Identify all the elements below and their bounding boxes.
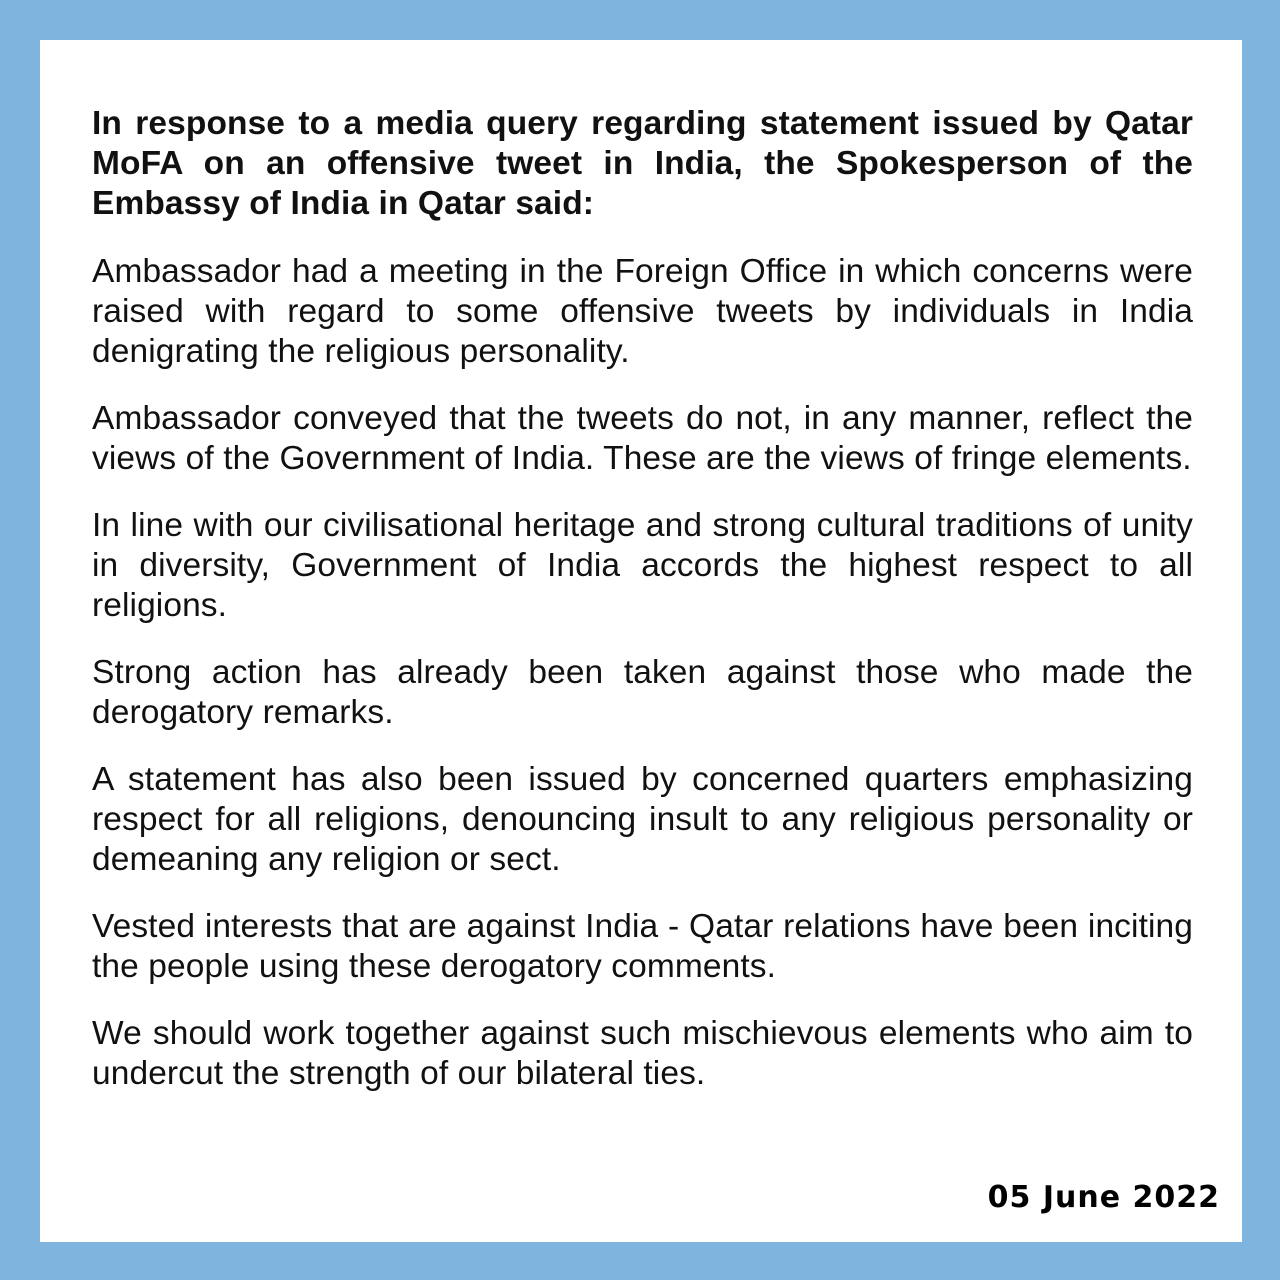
paragraph-meeting: Ambassador had a meeting in the Foreign Office in which concerns were raised with regard to some offensive tweets by individuals in India denigrating the religious personality.	[92, 253, 1193, 370]
statement-intro: In response to a media query regarding statement issued by Qatar MoFA on an offensive tweet in India, the Spokesperson of the Embassy of India in Qatar said:	[92, 105, 1193, 222]
paragraph-work-together: We should work together against such mischievous elements who aim to undercut the strength of our bilateral ties.	[92, 1015, 1193, 1092]
statement-body	[92, 104, 1193, 1121]
paragraph-heritage: In line with our civilisational heritage and strong cultural traditions of unity in diversity, Government of India accords the highest respect to all religions.	[92, 507, 1193, 624]
paragraph-action: Strong action has already been taken against those who made the derogatory remarks.	[92, 654, 1193, 731]
paragraph-views: Ambassador conveyed that the tweets do not, in any manner, reflect the views of the Government of India. These are the views of fringe elements.	[92, 400, 1193, 477]
statement-date: 05 June 2022	[987, 1180, 1220, 1215]
statement-panel	[40, 40, 1242, 1242]
paragraph-statement-issued: A statement has also been issued by concerned quarters emphasizing respect for all religions, denouncing insult to any religious personality or demeaning any religion or sect.	[92, 761, 1193, 878]
paragraph-vested-interests: Vested interests that are against India - Qatar relations have been inciting the people using these derogatory comments.	[92, 908, 1193, 985]
